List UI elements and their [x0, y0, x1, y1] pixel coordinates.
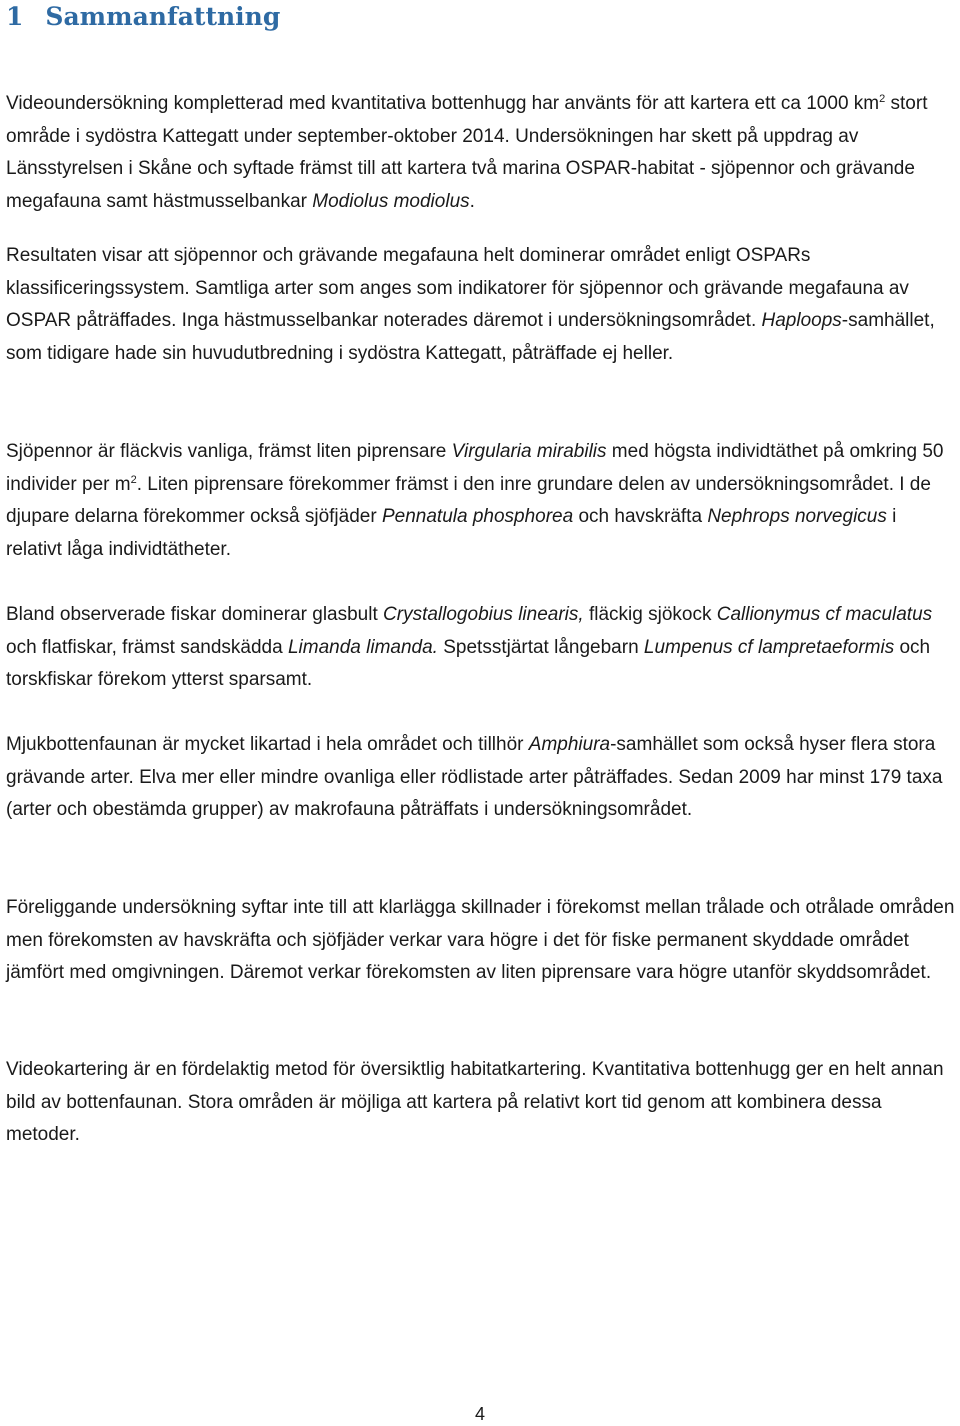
text-run: Sjöpennor är fläckvis vanliga, främst liten piprensare — [6, 441, 452, 462]
text-run: Mjukbottenfaunan är mycket likartad i hela området och tillhör — [6, 734, 529, 755]
text-run: -samhället, som tidigare hade sin huvudutbredning i sydöstra Kattegatt, påträffade ej heller. — [6, 310, 935, 364]
paragraph-4 — [6, 599, 956, 697]
page-number: 4 — [474, 1404, 485, 1424]
species-name: Modiolus modiolus — [312, 190, 470, 212]
text-run: . Liten piprensare förekommer främst i den inre grundare delen av undersökningsområdet. I de djupare delarna förekommer också sjöfjäder — [6, 473, 931, 528]
text-run: stort område i sydöstra Kattegatt under september-oktober 2014. Undersökningen har skett på uppdrag av Länsstyrelsen i Skåne och syftade främst till att kartera två marina OSPAR-habitat - sjöpennor och grävande megafauna samt hästmusselbankar — [6, 93, 928, 212]
superscript: 2 — [130, 473, 137, 486]
text-run: och havskräfta — [573, 506, 708, 528]
text-run: Spetsstjärtat långebarn — [437, 636, 644, 658]
species-name: Amphiura — [528, 734, 611, 755]
text-run: Videoundersökning kompletterad med kvantitativa bottenhugg har använts för att kartera ett ca 1000 km — [6, 93, 880, 114]
paragraph-3 — [6, 436, 956, 566]
text-run: och torskfiskar förekom ytterst sparsamt. — [6, 636, 931, 691]
species-name: Limanda limanda. — [287, 636, 438, 658]
text-run: . — [469, 190, 475, 212]
text-run: -samhället som också hyser flera stora grävande arter. Elva mer eller mindre ovanliga eller rödlistade arter påträffades. Sedan 2009 har minst 179 taxa (arter och obestämda grupper) av makrofauna påträffats i undersökningsområdet. — [6, 734, 943, 821]
paragraph-7 — [6, 1054, 956, 1152]
section-title: Sammanfattning — [45, 1, 281, 31]
species-name: Crystallogobius linearis, — [383, 604, 584, 625]
text-run: i relativt låga individtätheter. — [6, 506, 897, 560]
paragraph-1 — [6, 88, 956, 218]
text-run: Resultaten visar att sjöpennor och grävande megafauna helt dominerar området enligt OSPARs klassificeringssystem. Samtliga arter som anges som indikatorer för sjöpennor och grävande megafauna av OSPAR påträffades. Inga hästmusselbankar noterades däremot i undersökningsområdet. — [6, 245, 909, 332]
text-run: med högsta individtäthet på omkring 50 individer per m — [6, 441, 944, 495]
text-run: Bland observerade fiskar dominerar glasbult — [6, 604, 384, 625]
superscript: 2 — [879, 93, 886, 105]
paragraph-2 — [6, 240, 956, 370]
species-name: Nephrops norvegicus — [707, 506, 887, 528]
species-name: Callionymus cf maculatus — [716, 604, 933, 625]
paragraph-6 — [6, 892, 956, 990]
paragraph-5 — [6, 729, 956, 827]
text-run: Föreliggande undersökning syftar inte till att klarlägga skillnader i förekomst mellan trålade och otrålade områden men förekomsten av havskräfta och sjöfjäder verkar vara högre i det för fiske permanent skyddade området jämfört med omgivningen. Däremot verkar förekomsten av liten piprensare vara högre utanför skyddsområdet. — [6, 897, 955, 984]
species-name: Pennatula phosphorea — [381, 506, 574, 528]
section-number: 1 — [6, 1, 24, 31]
species-name: Haploops — [761, 310, 842, 332]
text-run: och flatfiskar, främst sandskädda — [6, 636, 288, 658]
text-run: fläckig sjökock — [583, 604, 717, 625]
text-run: Videokartering är en fördelaktig metod för översiktlig habitatkartering. Kvantitativa bottenhugg ger en helt annan bild av bottenfaunan. Stora områden är möjliga att kartera på relativt kort tid genom att kombinera dessa metoder. — [6, 1059, 944, 1146]
section-heading — [6, 0, 280, 32]
species-name: Lumpenus cf lampretaeformis — [643, 636, 895, 658]
species-name: Virgularia mirabilis — [451, 441, 607, 462]
